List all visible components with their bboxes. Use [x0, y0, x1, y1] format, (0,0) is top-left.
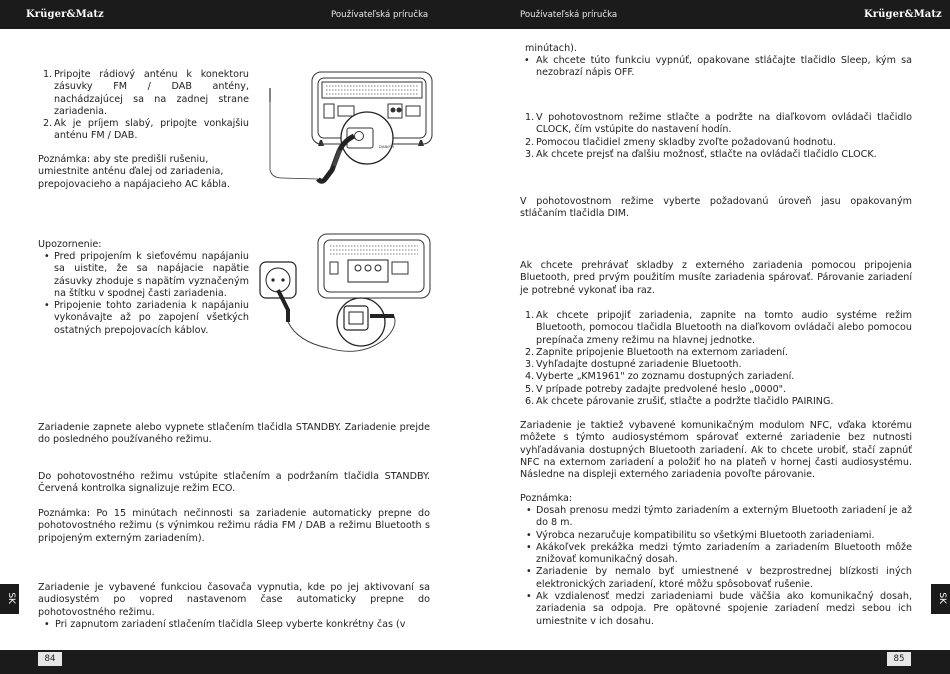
auto-standby-note: Poznámka: Po 15 minútach nečinnosti sa zariadenie automaticky prepne do pohotovostného režimu (s výnimkou režimu rádia FM / DAB a režimu Bluetooth s pripojeným externým zariadením).: [38, 508, 430, 544]
bluetooth-notes: [520, 505, 912, 628]
page-number-right: 85: [887, 652, 911, 666]
nfc-text: Zariadenie je taktiež vybavené komunikačným modulom NFC, vďaka ktorému môžete s týmto audiosystémom spárovať externé zariadenie bez nutnosti vyhľadávania dostupných Bluetooth zariadení. Ak to chcete urobiť, stačí zapnúť NFC na externom zariadení a položiť ho na plateň v hornej časti audiosystému. Následne na displeji externého zariadenia povoľte párovanie.: [520, 420, 912, 481]
list-item: 6. Ak chcete párovanie zrušiť, stlačte a podržte tlačidlo PAIRING.: [525, 396, 834, 408]
list-item: • Zariadenie by nemalo byť umiestnené v bezprostrednej blízkosti iných elektronických zariadení, ktoré môžu spôsobovať rušenie.: [526, 566, 912, 590]
brand-logo-right: Krüger&Matz: [864, 9, 942, 20]
list-item: 5. V prípade potreby zadajte predvolené heslo „0000".: [525, 383, 787, 395]
bluetooth-steps: [520, 310, 912, 408]
warning-list: [38, 251, 249, 337]
list-item: 3. Ak chcete prejsť na ďalšiu možnosť, stlačte na ovládači tlačidlo CLOCK.: [525, 148, 877, 160]
note-title: Poznámka:: [520, 493, 573, 504]
list-item: 1. Ak chcete pripojiť zariadenia, zapnite na tomto audio systéme režim Bluetooth, pomocou tlačidla Bluetooth na diaľkovom ovládači alebo pomocou prepínača zmeny režimu na hlavnej jednotke.: [525, 310, 912, 346]
list-item: 3. Vyhľadajte dostupné zariadenie Bluetooth.: [525, 359, 742, 371]
list-item: • Ak chcete túto funkciu vypnúť, opakovane stláčajte tlačidlo Sleep, kým sa nezobrazí nápis OFF.: [524, 55, 912, 79]
list-item: 2. Ak je príjem slabý, pripojte vonkajšiu anténu FM / DAB.: [43, 118, 249, 142]
standby-text: Zariadenie zapnete alebo vypnete stlačením tlačidla STANDBY. Zariadenie prejde do posledného používaného režimu.: [38, 422, 430, 446]
antenna-steps: [38, 69, 249, 143]
list-item: • Pred pripojením k sieťovému napájaniu sa uistite, že sa napájacie napätie zásuvky zhoduje s napätím vyznačeným na štítku v spodnej časti zariadenia.: [44, 251, 249, 299]
list-item: • Výrobca nezaručuje kompatibilitu so všetkými Bluetooth zariadeniami.: [526, 529, 875, 541]
list-item: • Pripojenie tohto zariadenia k napájaniu vykonávajte až po zapojení všetkých ostatných prepojovacích káblov.: [44, 300, 249, 336]
brand-logo-left: Krüger&Matz: [26, 9, 104, 20]
list-item: 1. V pohotovostnom režime stlačte a podržte na diaľkovom ovládači tlačidlo CLOCK, čím vstúpite do nastavení hodín.: [525, 112, 912, 136]
header-bar: [0, 0, 950, 29]
header-title-right: Používateľská príručka: [520, 10, 618, 20]
clock-steps: [520, 112, 912, 161]
dim-text: V pohotovostnom režime vyberte požadovanú úroveň jasu opakovaným stláčaním tlačidla DIM.: [520, 196, 912, 220]
list-item: • Akákoľvek prekážka medzi týmto zariadením a zariadením Bluetooth môže znižovať komunikačný dosah.: [526, 541, 912, 566]
sleep-continuation: minútach).: [525, 43, 577, 54]
eco-text: Do pohotovostného režimu vstúpite stlačením a podržaním tlačidla STANDBY. Červená kontrolka signalizuje režim ECO.: [38, 471, 430, 495]
side-tab-left: SK: [0, 584, 19, 614]
list-item: 2. Zapnite pripojenie Bluetooth na externom zariadení.: [525, 346, 788, 358]
sleep-bullet: [38, 619, 430, 631]
list-item: 4. Vyberte „KM1961" zo zoznamu dostupných zariadení.: [525, 371, 795, 383]
sleep-timer-text: Zariadenie je vybavené funkciou časovača vypnutia, kde po jej aktivovaní sa audiosystém po vopred nastavenom čase automaticky prepne do pohotovostného režimu.: [38, 582, 430, 618]
antenna-connection-illustration: [262, 66, 442, 196]
power-connection-illustration: [258, 230, 438, 368]
side-tab-right: SK: [931, 584, 950, 614]
antenna-note: Poznámka: aby ste predišli rušeniu, umiestnite anténu ďalej od zariadenia, prepojovacieho a napájacieho AC kábla.: [38, 154, 230, 190]
footer-bar: [0, 650, 950, 674]
header-title-left: Používateľská príručka: [331, 10, 429, 20]
page-number-left: 84: [38, 652, 62, 666]
sleep-off-bullet: [520, 55, 912, 80]
list-item: 2. Pomocou tlačidiel zmeny skladby zvoľte požadovanú hodnotu.: [525, 136, 836, 148]
list-item: 1. Pripojte rádiový anténu k konektoru zásuvky FM / DAB antény, nachádzajúcej sa na zadnej strane zariadenia.: [43, 69, 249, 117]
bluetooth-intro: Ak chcete prehrávať skladby z externého zariadenia pomocou pripojenia Bluetooth, pred prvým použitím musíte zariadenia spárovať. Párovanie zariadení je potrebné vykonať iba raz.: [520, 260, 912, 296]
list-item: • Ak vzdialenosť medzi zariadeniami bude väčšia ako komunikačný dosah, zariadenia sa odpoja. Pre opätovné spojenie zariadení medzi sebou ich umiestnite v ich dosahu.: [526, 591, 912, 627]
list-item: • Dosah prenosu medzi týmto zariadením a externým Bluetooth zariadení je až do 8 m.: [526, 505, 912, 529]
warning-title: Upozornenie:: [38, 239, 102, 250]
dab-fm-label: DAB/FM: [379, 144, 394, 149]
list-item: • Pri zapnutom zariadení stlačením tlačidla Sleep vyberte konkrétny čas (v: [44, 619, 406, 630]
